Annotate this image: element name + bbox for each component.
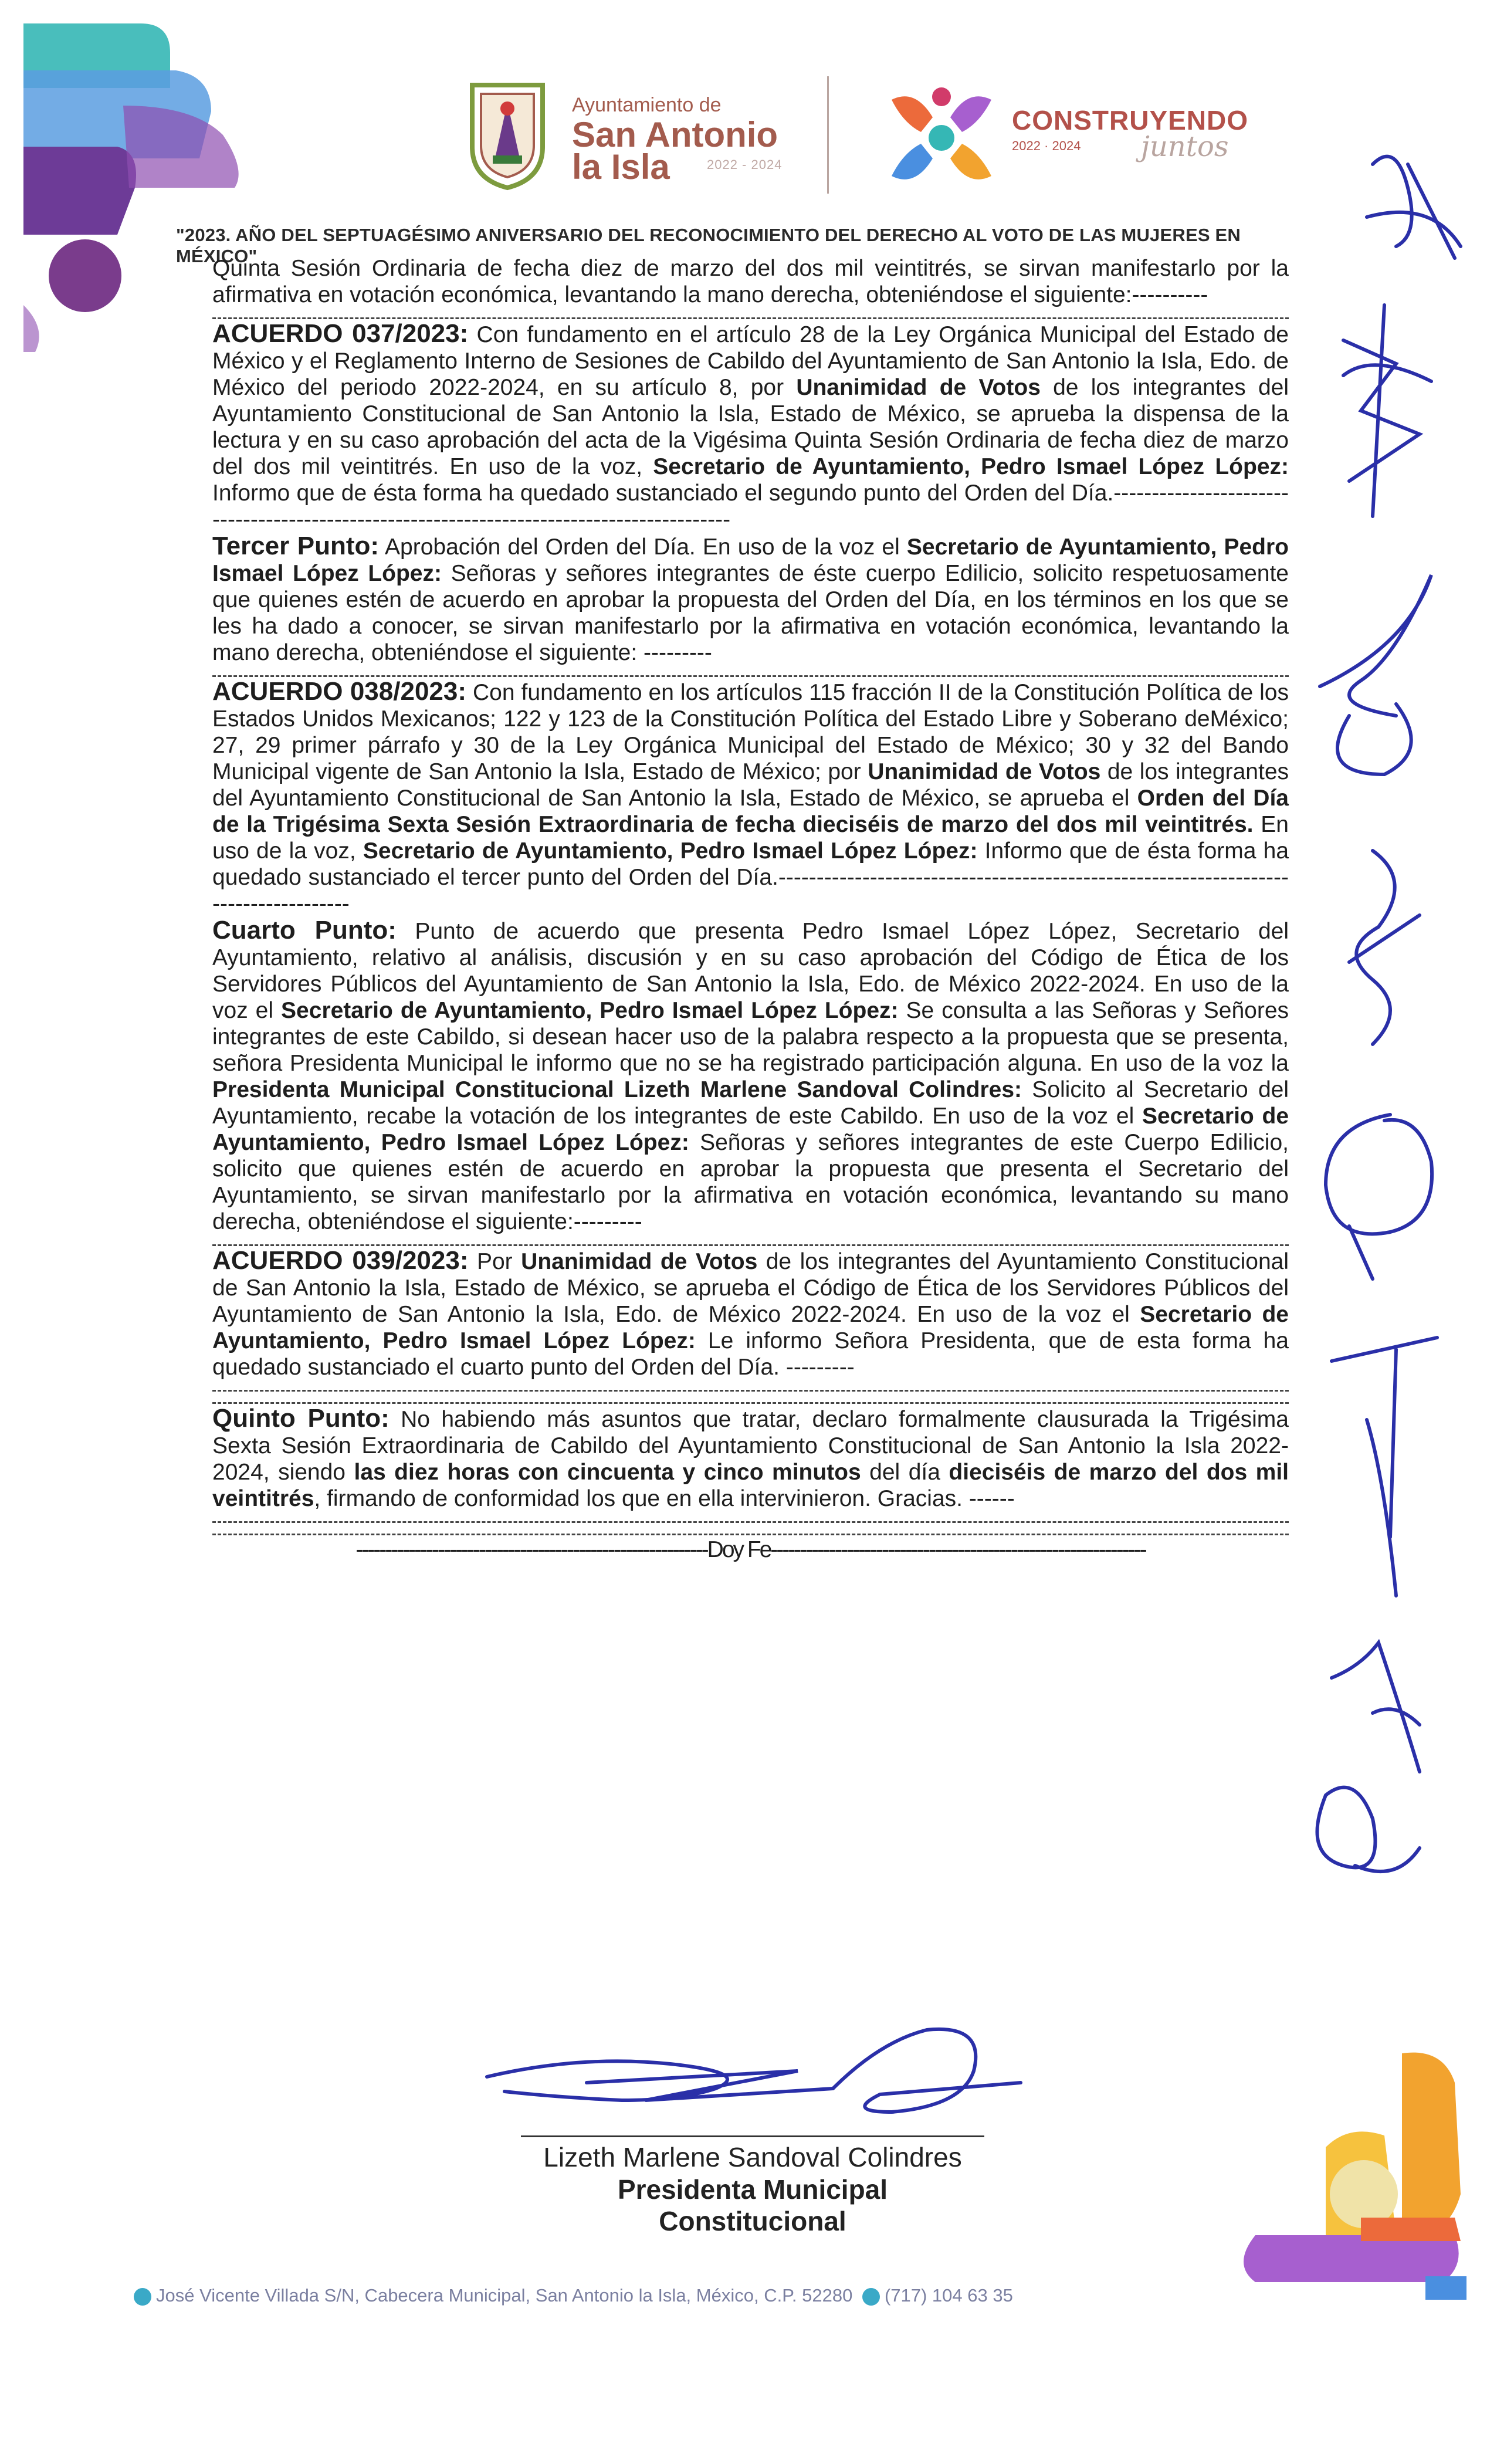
minutes-body bbox=[212, 255, 1289, 1563]
municipality-name: San Antonio bbox=[572, 115, 778, 154]
text: En uso de la voz, bbox=[212, 812, 1289, 864]
bold-text: Unanimidad de Votos bbox=[796, 375, 1041, 400]
phone-text: (717) 104 63 35 bbox=[884, 2285, 1013, 2306]
year-motto: "2023. AÑO DEL SEPTUAGÉSIMO ANIVERSARIO DEL RECONOCIMIENTO DEL DERECHO AL VOTO DE LAS MUJERES EN MÉXICO" bbox=[176, 225, 1241, 266]
location-pin-icon bbox=[134, 2288, 151, 2306]
bold-text: Secretario de Ayuntamiento, Pedro Ismael López López: bbox=[212, 534, 1289, 586]
intro-text: Quinta Sesión Ordinaria de fecha diez de marzo del dos mil veintitrés, se sirvan manifestarlo por la afirmativa en votación económica, levantando la mano derecha, obteniéndose el siguiente:---------- bbox=[212, 256, 1289, 307]
acuerdo-037-heading: ACUERDO 037/2023: bbox=[212, 319, 469, 348]
text: Por bbox=[468, 1249, 521, 1274]
quinto-punto-heading: Quinto Punto: bbox=[212, 1404, 390, 1433]
marginal-signatures bbox=[1279, 129, 1490, 1959]
bold-text: Unanimidad de Votos bbox=[868, 759, 1101, 784]
acuerdo-038 bbox=[212, 678, 1289, 917]
text: Señoras y señores integrantes de éste cuerpo Edilicio, solicito respetuosamente que quienes estén de acuerdo en aprobar la propuesta del Orden del Día, en los términos en los que se les ha dado a conocer, se sirvan manifestarlo por la afirmativa en votación económica, levantando la mano derecha, obteniéndose el siguiente: --------- bbox=[212, 561, 1289, 665]
bold-text: Secretario de Ayuntamiento, Pedro Ismael López López: bbox=[653, 454, 1289, 479]
phone-icon bbox=[862, 2288, 880, 2306]
footer-address bbox=[134, 2285, 1013, 2306]
quinto-punto bbox=[212, 1405, 1289, 1512]
text: de los integrantes del Ayuntamiento Constitucional de San Antonio la Isla, Estado de México, se aprueba la dispensa de la lectura y en su caso aprobación del acta de la Vigésima Quinta Sesión Ordinaria de fecha diez de marzo del dos mil veintitrés. En uso de la voz, bbox=[212, 375, 1289, 479]
decor-bottom-right bbox=[1208, 2042, 1490, 2311]
text: Punto de acuerdo que presenta Pedro Ismael López López, Secretario del Ayuntamiento, relativo al análisis, discusión y en su caso aprobación del Código de Ética de los Servidores Públicos del Ayuntamiento de San Antonio la Isla, Edo. de México 2022-2024. En uso de la voz el bbox=[212, 919, 1289, 1023]
ayuntamiento-label: Ayuntamiento de bbox=[572, 94, 722, 116]
text: Informo que de ésta forma ha quedado sustanciado el segundo punto del Orden del Día.------------------------------------------------------------------------------------------- bbox=[212, 480, 1289, 532]
acuerdo-039 bbox=[212, 1247, 1289, 1380]
signature-line bbox=[521, 2135, 984, 2137]
construyendo-years: 2022 · 2024 bbox=[1012, 138, 1081, 153]
text: del día bbox=[861, 1460, 949, 1485]
doy-fe-text: ------------------------------------------------------------Doy Fe---------------------------------------------------------------- bbox=[355, 1537, 1146, 1562]
text: Con fundamento en los artículos 115 fracción II de la Constitución Política de los Estados Unidos Mexicanos; 122 y 123 de la Constitución Política del Estado Libre y Soberano deMéxico; 27, 29 primer párrafo y 30 de la Ley Orgánica Municipal del Estado de México; 30 y 32 del Bando Municipal vigente de San Antonio la Isla, Estado de México; por bbox=[212, 680, 1289, 784]
municipal-crest-icon bbox=[463, 76, 551, 194]
bold-text: Secretario de Ayuntamiento, Pedro Ismael López López: bbox=[212, 1104, 1289, 1155]
bold-text: Secretario de Ayuntamiento, Pedro Ismael López López: bbox=[212, 1302, 1289, 1353]
municipality-name-2: la Isla bbox=[572, 147, 670, 187]
dashed-rule bbox=[212, 1390, 1289, 1393]
dashed-rule bbox=[212, 1521, 1289, 1524]
cuarto-punto bbox=[212, 917, 1289, 1235]
construyendo-logo-icon bbox=[880, 76, 1003, 199]
construyendo-title: CONSTRUYENDO bbox=[1012, 105, 1249, 136]
doy-fe bbox=[212, 1536, 1289, 1563]
text: de los integrantes del Ayuntamiento Constitucional de San Antonio la Isla, Estado de México, se aprueba el Código de Ética de los Servidores Públicos del Ayuntamiento de San Antonio la Isla, Edo. de México 2022-2024. En uso de la voz el bbox=[212, 1249, 1289, 1327]
text: de los integrantes del Ayuntamiento Constitucional de San Antonio la Isla, Estado de México, se aprueba el bbox=[212, 759, 1289, 811]
signatory-name: Lizeth Marlene Sandoval Colindres bbox=[543, 2142, 962, 2172]
acuerdo-038-heading: ACUERDO 038/2023: bbox=[212, 677, 467, 706]
tercer-punto bbox=[212, 533, 1289, 666]
header-divider bbox=[827, 76, 829, 194]
text: Señoras y señores integrantes de este Cuerpo Edilicio, solicito que quienes estén de acuerdo en aprobar la propuesta que presenta el Secretario del Ayuntamiento, se sirvan manifestarlo por la afirmativa en votación económica, levantando su mano derecha, obteniéndose el siguiente:--------- bbox=[212, 1130, 1289, 1234]
presidenta-signature bbox=[469, 2018, 1044, 2130]
text: No habiendo más asuntos que tratar, declaro formalmente clausurada la Trigésima Sexta Sesión Extraordinaria de Cabildo del Ayuntamiento Constitucional de San Antonio la Isla 2022-2024, siendo bbox=[212, 1407, 1289, 1485]
text: Se consulta a las Señoras y Señores integrantes de este Cabildo, si desean hacer uso de la palabra respecto a la propuesta que se presenta, señora Presidenta Municipal le informo que no se ha registrado participación alguna. En uso de la voz la bbox=[212, 998, 1289, 1076]
bold-text: Unanimidad de Votos bbox=[521, 1249, 758, 1274]
bold-text: dieciséis de marzo del dos mil veintitrés bbox=[212, 1460, 1289, 1511]
text: Informo que de ésta forma ha quedado sustanciado el tercer punto del Orden del Día.------------------------------------------------------------------------------------- bbox=[212, 838, 1289, 916]
text: Solicito al Secretario del Ayuntamiento, recabe la votación de los integrantes de este Cabildo. En uso de la voz el bbox=[212, 1077, 1289, 1129]
bold-text: Secretario de Ayuntamiento, Pedro Ismael López López: bbox=[363, 838, 978, 864]
cuarto-punto-heading: Cuarto Punto: bbox=[212, 916, 397, 945]
bold-text: Presidenta Municipal Constitucional Lizeth Marlene Sandoval Colindres: bbox=[212, 1077, 1022, 1102]
signatory-role: Presidenta Municipal Constitucional bbox=[617, 2174, 888, 2236]
tercer-punto-heading: Tercer Punto: bbox=[212, 532, 380, 560]
administration-years: 2022 - 2024 bbox=[707, 157, 783, 172]
acuerdo-039-heading: ACUERDO 039/2023: bbox=[212, 1246, 469, 1275]
text: Con fundamento en el artículo 28 de la Ley Orgánica Municipal del Estado de México y el Reglamento Interno de Sesiones de Cabildo del Ayuntamiento de San Antonio la Isla, Edo. de México del periodo 2022-2024, en su artículo 8, por bbox=[212, 322, 1289, 400]
acuerdo-037 bbox=[212, 320, 1289, 533]
bold-text: las diez horas con cincuenta y cinco minutos bbox=[354, 1460, 861, 1485]
address-text: José Vicente Villada S/N, Cabecera Municipal, San Antonio la Isla, México, C.P. 52280 bbox=[156, 2285, 853, 2306]
bold-text: Secretario de Ayuntamiento, Pedro Ismael López López: bbox=[281, 998, 899, 1023]
text: , firmando de conformidad los que en ella intervinieron. Gracias. ------ bbox=[314, 1486, 1015, 1511]
juntos-script: juntos bbox=[1141, 130, 1229, 163]
intro-paragraph bbox=[212, 255, 1289, 308]
bold-text: Orden del Día de la Trigésima Sexta Sesión Extraordinaria de fecha dieciséis de marzo del dos mil veintitrés. bbox=[212, 786, 1289, 837]
text: Aprobación del Orden del Día. En uso de la voz el bbox=[379, 534, 907, 560]
text: Le informo Señora Presidenta, que de esta forma ha quedado sustanciado el cuarto punto del Orden del Día. --------- bbox=[212, 1328, 1289, 1380]
